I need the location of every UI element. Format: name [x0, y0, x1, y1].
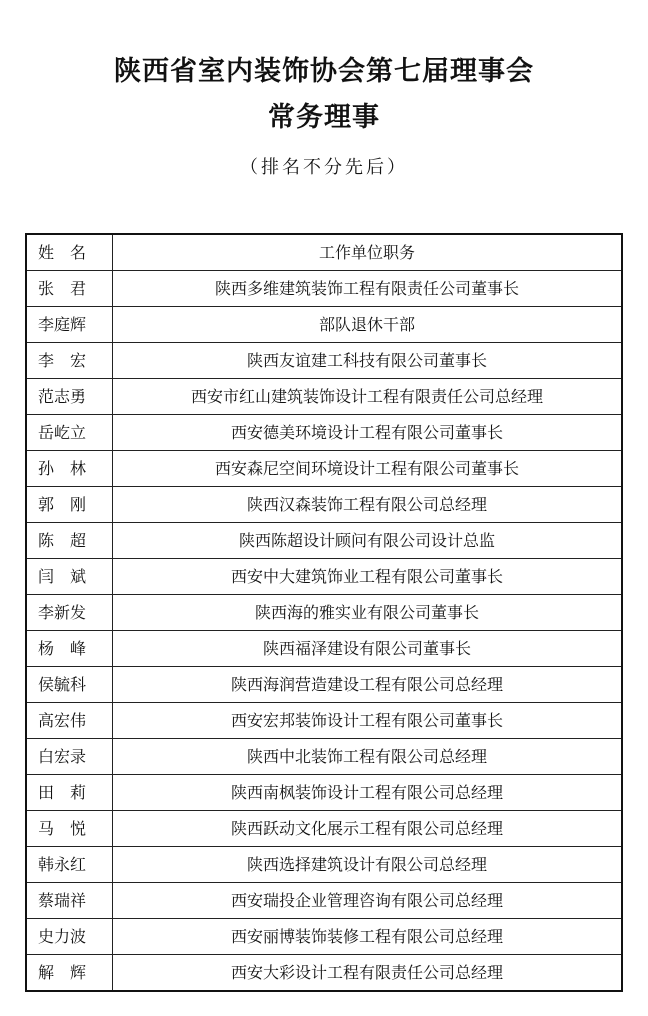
- table-row: [26, 847, 622, 883]
- member-name: 张 君: [26, 271, 113, 307]
- table-row: [26, 595, 622, 631]
- table-row: [26, 775, 622, 811]
- member-unit: 西安大彩设计工程有限责任公司总经理: [113, 955, 623, 992]
- member-unit: 陕西海的雅实业有限公司董事长: [113, 595, 623, 631]
- table-row: [26, 271, 622, 307]
- member-unit: 陕西汉森装饰工程有限公司总经理: [113, 487, 623, 523]
- column-header-unit: 工作单位职务: [113, 234, 623, 271]
- document-subtitle: （排名不分先后）: [240, 157, 408, 178]
- table-row: [26, 343, 622, 379]
- member-unit: 陕西福泽建设有限公司董事长: [113, 631, 623, 667]
- member-name: 李庭辉: [26, 307, 113, 343]
- member-unit: 西安宏邦装饰设计工程有限公司董事长: [113, 703, 623, 739]
- table-row: [26, 523, 622, 559]
- member-unit: 陕西选择建筑设计有限公司总经理: [113, 847, 623, 883]
- table-row: [26, 883, 622, 919]
- member-name: 田 莉: [26, 775, 113, 811]
- document-title-line2: 常务理事: [268, 102, 380, 133]
- member-unit: 陕西跃动文化展示工程有限公司总经理: [113, 811, 623, 847]
- table-row: [26, 703, 622, 739]
- member-unit: 陕西陈超设计顾问有限公司设计总监: [113, 523, 623, 559]
- table-header-row: [26, 234, 622, 271]
- table-row: [26, 379, 622, 415]
- member-unit: 陕西海润营造建设工程有限公司总经理: [113, 667, 623, 703]
- table-row: [26, 451, 622, 487]
- table-row: [26, 415, 622, 451]
- member-unit: 陕西南枫装饰设计工程有限公司总经理: [113, 775, 623, 811]
- member-name: 李 宏: [26, 343, 113, 379]
- column-header-name: 姓 名: [26, 234, 113, 271]
- member-name: 马 悦: [26, 811, 113, 847]
- member-name: 史力波: [26, 919, 113, 955]
- member-name: 范志勇: [26, 379, 113, 415]
- table-row: [26, 487, 622, 523]
- member-name: 陈 超: [26, 523, 113, 559]
- table-row: [26, 631, 622, 667]
- table-row: [26, 667, 622, 703]
- table-row: [26, 955, 622, 992]
- table-row: [26, 307, 622, 343]
- council-members-table: [25, 233, 623, 992]
- member-unit: 陕西多维建筑装饰工程有限责任公司董事长: [113, 271, 623, 307]
- document-title-line1: 陕西省室内装饰协会第七届理事会: [114, 56, 534, 87]
- member-unit: 西安森尼空间环境设计工程有限公司董事长: [113, 451, 623, 487]
- member-name: 郭 刚: [26, 487, 113, 523]
- member-name: 岳屹立: [26, 415, 113, 451]
- member-unit: 西安市红山建筑装饰设计工程有限责任公司总经理: [113, 379, 623, 415]
- member-unit: 西安瑞投企业管理咨询有限公司总经理: [113, 883, 623, 919]
- member-unit: 陕西友谊建工科技有限公司董事长: [113, 343, 623, 379]
- member-unit: 西安中大建筑饰业工程有限公司董事长: [113, 559, 623, 595]
- member-name: 解 辉: [26, 955, 113, 992]
- member-unit: 陕西中北装饰工程有限公司总经理: [113, 739, 623, 775]
- member-unit: 西安丽博装饰装修工程有限公司总经理: [113, 919, 623, 955]
- member-name: 孙 林: [26, 451, 113, 487]
- member-name: 白宏录: [26, 739, 113, 775]
- member-unit: 部队退休干部: [113, 307, 623, 343]
- member-name: 杨 峰: [26, 631, 113, 667]
- table-row: [26, 559, 622, 595]
- member-unit: 西安德美环境设计工程有限公司董事长: [113, 415, 623, 451]
- member-name: 侯毓科: [26, 667, 113, 703]
- member-name: 韩永红: [26, 847, 113, 883]
- member-name: 蔡瑞祥: [26, 883, 113, 919]
- member-name: 闫 斌: [26, 559, 113, 595]
- table-row: [26, 739, 622, 775]
- table-row: [26, 919, 622, 955]
- table-row: [26, 811, 622, 847]
- member-name: 李新发: [26, 595, 113, 631]
- member-name: 高宏伟: [26, 703, 113, 739]
